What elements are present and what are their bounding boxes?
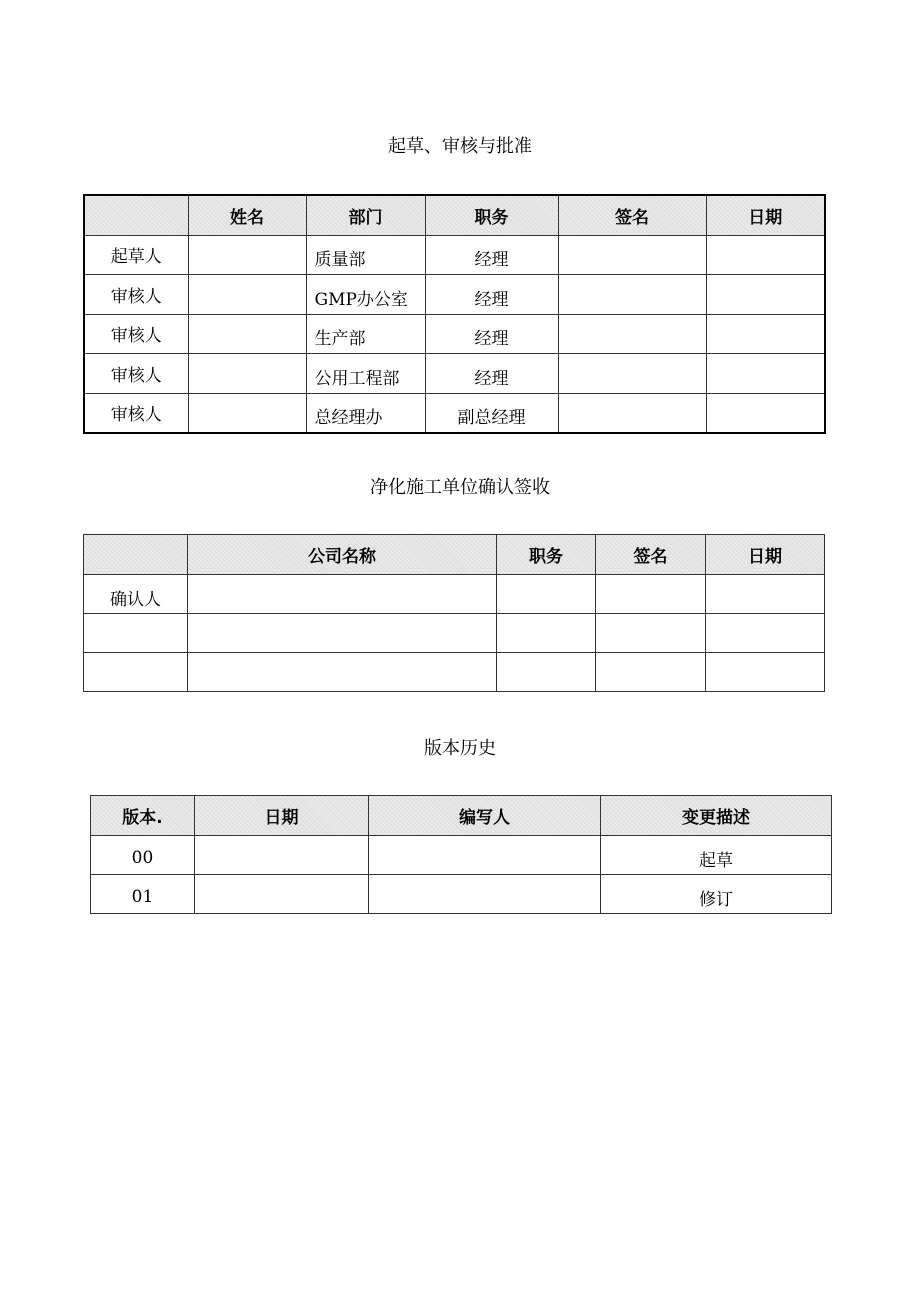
dept-cell: 公用工程部 [306, 353, 425, 393]
name-cell[interactable] [188, 314, 306, 353]
approval-header-date: 日期 [706, 195, 825, 235]
approval-header-signature: 签名 [558, 195, 706, 235]
table-row [84, 393, 825, 433]
company-cell[interactable] [188, 653, 497, 692]
position-cell: 经理 [425, 235, 558, 274]
approval-header-name: 姓名 [188, 195, 306, 235]
date-cell[interactable] [706, 274, 825, 314]
version-cell: 00 [91, 836, 195, 875]
role-cell [84, 653, 188, 692]
table-row [84, 314, 825, 353]
confirmation-header-date: 日期 [706, 535, 825, 575]
confirmation-header-position: 职务 [497, 535, 596, 575]
table-row [91, 875, 832, 914]
date-cell[interactable] [706, 393, 825, 433]
signature-cell[interactable] [558, 314, 706, 353]
author-cell[interactable] [369, 836, 601, 875]
version-cell: 01 [91, 875, 195, 914]
history-header-row [91, 796, 832, 836]
confirmation-header-blank [84, 535, 188, 575]
date-cell[interactable] [706, 575, 825, 614]
approval-table [83, 194, 826, 434]
confirmation-header-company: 公司名称 [188, 535, 497, 575]
approval-header-blank [84, 195, 188, 235]
history-header-change: 变更描述 [601, 796, 832, 836]
table-row [84, 653, 825, 692]
dept-cell: 总经理办 [306, 393, 425, 433]
table-row [84, 353, 825, 393]
name-cell[interactable] [188, 274, 306, 314]
confirmation-table [83, 534, 825, 692]
date-cell[interactable] [195, 836, 369, 875]
table-row [84, 235, 825, 274]
role-cell: 起草人 [84, 235, 188, 274]
role-cell: 审核人 [84, 274, 188, 314]
confirmation-header-signature: 签名 [596, 535, 706, 575]
history-header-date: 日期 [195, 796, 369, 836]
approval-title: 起草、审核与批准 [388, 136, 532, 157]
history-header-author: 编写人 [369, 796, 601, 836]
signature-cell[interactable] [558, 274, 706, 314]
company-cell[interactable] [188, 614, 497, 653]
position-cell: 副总经理 [425, 393, 558, 433]
author-cell[interactable] [369, 875, 601, 914]
signature-cell[interactable] [596, 653, 706, 692]
table-row [84, 614, 825, 653]
signature-cell[interactable] [558, 353, 706, 393]
name-cell[interactable] [188, 235, 306, 274]
table-row [84, 274, 825, 314]
position-cell: 经理 [425, 314, 558, 353]
approval-header-position: 职务 [425, 195, 558, 235]
table-row [91, 836, 832, 875]
table-row [84, 575, 825, 614]
role-cell [84, 614, 188, 653]
dept-cell: 质量部 [306, 235, 425, 274]
dept-cell: 生产部 [306, 314, 425, 353]
position-cell[interactable] [497, 614, 596, 653]
position-cell: 经理 [425, 353, 558, 393]
history-table [90, 795, 832, 914]
role-cell: 确认人 [84, 575, 188, 614]
date-cell[interactable] [706, 353, 825, 393]
position-cell[interactable] [497, 653, 596, 692]
date-cell[interactable] [706, 614, 825, 653]
name-cell[interactable] [188, 353, 306, 393]
name-cell[interactable] [188, 393, 306, 433]
role-cell: 审核人 [84, 353, 188, 393]
position-cell: 经理 [425, 274, 558, 314]
date-cell[interactable] [195, 875, 369, 914]
history-title: 版本历史 [424, 738, 496, 759]
date-cell[interactable] [706, 235, 825, 274]
signature-cell[interactable] [558, 235, 706, 274]
signature-cell[interactable] [596, 614, 706, 653]
signature-cell[interactable] [558, 393, 706, 433]
history-header-version: 版本. [91, 796, 195, 836]
confirmation-header-row [84, 535, 825, 575]
change-cell: 起草 [601, 836, 832, 875]
dept-cell: GMP办公室 [306, 274, 425, 314]
change-cell: 修订 [601, 875, 832, 914]
date-cell[interactable] [706, 653, 825, 692]
role-cell: 审核人 [84, 314, 188, 353]
approval-header-row [84, 195, 825, 235]
company-cell[interactable] [188, 575, 497, 614]
confirmation-title: 净化施工单位确认签收 [370, 477, 550, 498]
approval-header-dept: 部门 [306, 195, 425, 235]
signature-cell[interactable] [596, 575, 706, 614]
position-cell[interactable] [497, 575, 596, 614]
date-cell[interactable] [706, 314, 825, 353]
role-cell: 审核人 [84, 393, 188, 433]
